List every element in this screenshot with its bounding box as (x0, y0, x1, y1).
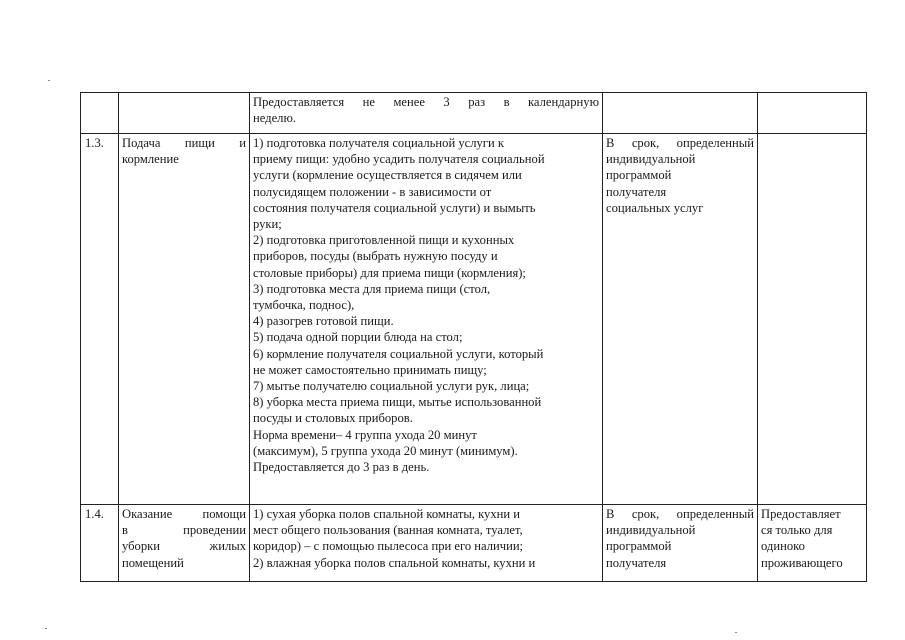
scan-speck (45, 628, 47, 629)
scan-speck (48, 80, 50, 81)
description-line: 6) кормление получателя социальной услуги, который (253, 346, 544, 361)
description-line: тумбочка, поднос), (253, 298, 355, 313)
description-line: 4) разогрев готовой пищи. (253, 314, 394, 329)
term-line: получателя (606, 184, 667, 199)
service-name-cell (119, 505, 250, 582)
description-line: приему пищи: удобно усадить получателя социальной (253, 152, 545, 167)
service-description-cell (250, 93, 603, 134)
term-line: индивидуальной (606, 523, 696, 538)
description-line: столовые приборы) для приема пищи (кормления); (253, 265, 526, 280)
note-line: ся только для (761, 523, 833, 538)
description-line: коридор) – с помощью пылесоса при его наличии; (253, 539, 524, 554)
service-name-line: кормление (122, 152, 179, 167)
service-name-line: Оказание помощи (122, 507, 246, 521)
service-term-cell (603, 505, 758, 582)
services-table (80, 92, 867, 582)
description-line: 1) сухая уборка полов спальной комнаты, кухни и (253, 507, 521, 521)
service-note-cell (758, 134, 867, 505)
note-line: одиноко (761, 539, 805, 554)
row-number-cell (81, 93, 119, 134)
description-line: не может самостоятельно принимать пищу; (253, 362, 487, 377)
service-description-cell (250, 505, 603, 582)
service-name-line: помещений (122, 555, 184, 570)
description-line: 5) подача одной порции блюда на стол; (253, 330, 463, 345)
term-line: социальных услуг (606, 200, 704, 215)
service-name-line: Подача пищи и (122, 136, 246, 150)
description-line: неделю. (253, 111, 297, 126)
service-name-cell (119, 134, 250, 505)
description-line: состояния получателя социальной услуги) и вымыть (253, 200, 536, 215)
description-line: 3) подготовка места для приема пищи (стол, (253, 281, 491, 296)
table-row (81, 134, 867, 505)
description-line: 8) уборка места приема пищи, мытье использованной (253, 395, 542, 410)
description-line: полусидящем положении - в зависимости от (253, 184, 492, 199)
description-line: Предоставляется не менее 3 раз в календарную (253, 95, 599, 109)
term-line: В срок, определенный (606, 507, 754, 521)
description-line: услуги (кормление осуществляется в сидячем или (253, 168, 522, 183)
description-line: 1) подготовка получателя социальной услуги к (253, 136, 504, 150)
row-number-cell (81, 505, 119, 582)
service-name-line: уборки жилых (122, 539, 246, 554)
description-line: Норма времени– 4 группа ухода 20 минут (253, 427, 477, 442)
table-row (81, 93, 867, 134)
service-note-cell (758, 505, 867, 582)
service-name-cell (119, 93, 250, 134)
service-term-cell (603, 93, 758, 134)
service-description-cell (250, 134, 603, 505)
row-number: 1.3. (85, 136, 104, 150)
description-line: (максимум), 5 группа ухода 20 минут (минимум). (253, 443, 518, 458)
term-line: программой (606, 539, 672, 554)
table-row (81, 505, 867, 582)
term-line: программой (606, 168, 672, 183)
note-line: Предоставляет (761, 507, 841, 521)
term-line: получателя (606, 555, 667, 570)
description-line: приборов, посуды (выбрать нужную посуду и (253, 249, 498, 264)
service-term-cell (603, 134, 758, 505)
term-line: В срок, определенный (606, 136, 754, 150)
description-line: 7) мытье получателю социальной услуги рук, лица; (253, 379, 530, 394)
description-line: мест общего пользования (ванная комната, туалет, (253, 523, 523, 538)
description-line: руки; (253, 217, 282, 232)
service-note-cell (758, 93, 867, 134)
note-line: проживающего (761, 555, 843, 570)
description-line: 2) влажная уборка полов спальной комнаты, кухни и (253, 555, 536, 570)
service-name-line: в проведении (122, 523, 246, 538)
term-line: индивидуальной (606, 152, 696, 167)
description-line: посуды и столовых приборов. (253, 411, 413, 426)
scan-speck (735, 632, 737, 633)
row-number-cell (81, 134, 119, 505)
description-line: 2) подготовка приготовленной пищи и кухонных (253, 233, 515, 248)
description-line: Предоставляется до 3 раз в день. (253, 460, 430, 475)
row-number: 1.4. (85, 507, 104, 521)
